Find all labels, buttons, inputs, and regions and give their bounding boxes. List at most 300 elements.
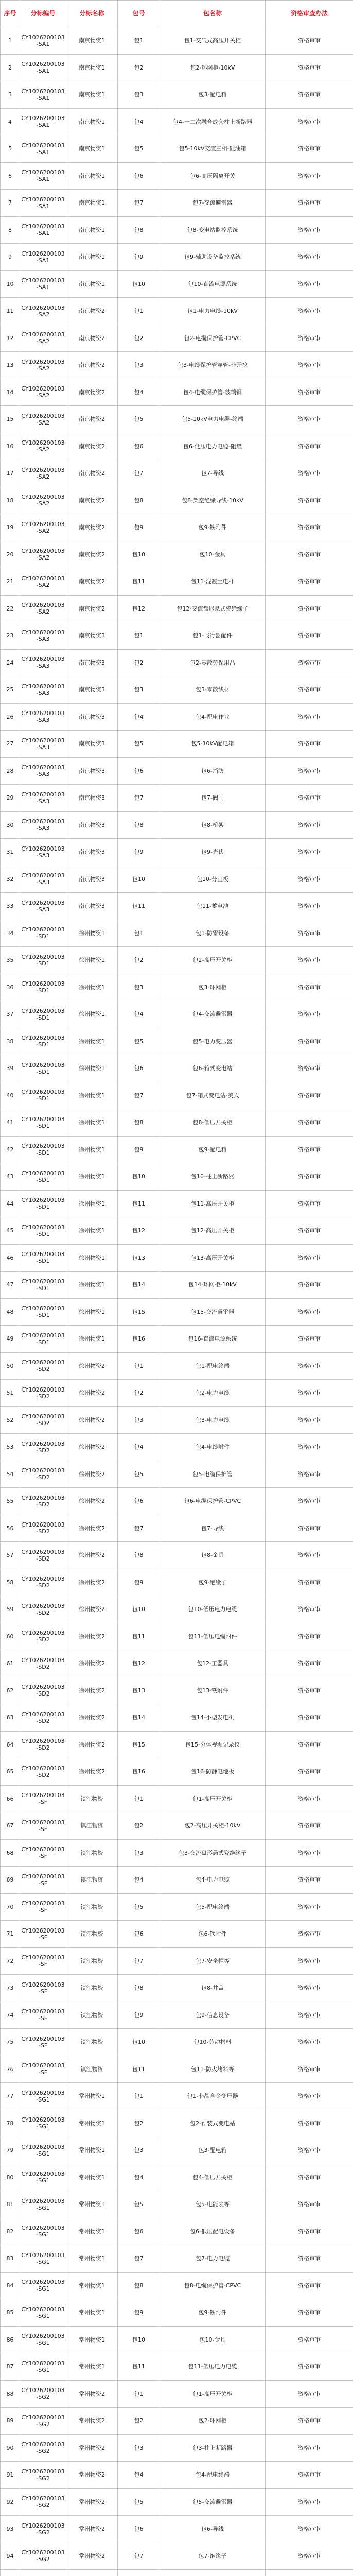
- cell-review-method: 资格审审: [266, 1488, 353, 1515]
- cell-review-method: 资格审审: [266, 190, 353, 217]
- cell-seq: 74: [1, 2002, 20, 2029]
- cell-code: CY1026200103-SG2: [20, 2434, 66, 2462]
- cell-lot-name: 包6-箱式变电站: [160, 1055, 266, 1082]
- table-row: [1, 1812, 353, 1840]
- cell-code: CY1026200103-SD2: [20, 1731, 66, 1758]
- table-row: [1, 1731, 353, 1758]
- table-row: [1, 406, 353, 433]
- cell-code: CY1026200103-SG1: [20, 2272, 66, 2299]
- cell-seq: 48: [1, 1298, 20, 1326]
- cell-seq: 43: [1, 1163, 20, 1191]
- cell-lot-name: 包6-铁附件: [160, 1921, 266, 1948]
- table-row: [1, 703, 353, 731]
- cell-package-name: 南京物资3: [66, 676, 118, 704]
- cell-lot-number: 包4: [118, 379, 160, 406]
- table-row: [1, 2191, 353, 2218]
- cell-review-method: 资格审审: [266, 893, 353, 920]
- cell-seq: 13: [1, 352, 20, 379]
- cell-review-method: 资格审审: [266, 947, 353, 974]
- cell-seq: 50: [1, 1352, 20, 1380]
- cell-lot-name: 包1-飞行器配件: [160, 622, 266, 650]
- cell-lot-name: 包9-铁附件: [160, 514, 266, 541]
- cell-code: CY1026200103-SF: [20, 1921, 66, 1948]
- cell-review-method: 资格审审: [266, 1650, 353, 1677]
- cell-review-method: 资格审审: [266, 1569, 353, 1596]
- table-row: [1, 2543, 353, 2570]
- cell-package-name: 徐州物资2: [66, 1406, 118, 1434]
- cell-code: CY1026200103-SA3: [20, 731, 66, 758]
- cell-seq: 40: [1, 1082, 20, 1109]
- cell-lot-number: 包11: [118, 893, 160, 920]
- cell-seq: 31: [1, 839, 20, 866]
- cell-seq: 18: [1, 487, 20, 514]
- table-row: [1, 514, 353, 541]
- cell-lot-number: 包9: [118, 514, 160, 541]
- table-row: [1, 1488, 353, 1515]
- cell-lot-name: 包6-消防: [160, 757, 266, 785]
- cell-package-name: 常州物资1: [66, 2164, 118, 2191]
- cell-package-name: 徐州物资2: [66, 1352, 118, 1380]
- table-row: [1, 1839, 353, 1867]
- cell-seq: 15: [1, 406, 20, 433]
- cell-code: CY1026200103-SA1: [20, 244, 66, 271]
- cell-lot-number: 包4: [118, 2462, 160, 2489]
- cell-review-method: 资格审审: [266, 2002, 353, 2029]
- cell-lot-number: 包9: [118, 1569, 160, 1596]
- table-row: [1, 2002, 353, 2029]
- cell-review-method: 资格审审: [266, 1867, 353, 1894]
- cell-review-method: 资格审审: [266, 1731, 353, 1758]
- cell-package-name: 徐州物资1: [66, 920, 118, 947]
- cell-lot-name: 包6-导线: [160, 2516, 266, 2543]
- cell-review-method: 资格审审: [266, 460, 353, 487]
- cell-review-method: 资格审审: [266, 2408, 353, 2435]
- cell-package-name: 南京物资1: [66, 27, 118, 55]
- cell-package-name: 常州物资1: [66, 2245, 118, 2273]
- cell-package-name: 徐州物资2: [66, 1434, 118, 1461]
- cell-lot-name: 包2-零散劳保用品: [160, 649, 266, 676]
- cell-lot-name: 包13-铁附件: [160, 1677, 266, 1704]
- cell-seq: 52: [1, 1406, 20, 1434]
- cell-lot-name: 包5-10kV配电箱: [160, 731, 266, 758]
- cell-review-method: 资格审审: [266, 2245, 353, 2273]
- cell-review-method: 资格审审: [266, 703, 353, 731]
- cell-package-name: 徐州物资1: [66, 947, 118, 974]
- cell-seq: 79: [1, 2137, 20, 2164]
- cell-lot-name: 包9-光伏: [160, 839, 266, 866]
- cell-lot-name: 包7-交流避雷器: [160, 190, 266, 217]
- cell-lot-name: 包9-辅助设备监控系统: [160, 244, 266, 271]
- cell-package-name: 常州物资1: [66, 2218, 118, 2245]
- cell-seq: 51: [1, 1380, 20, 1407]
- cell-review-method: 资格审审: [266, 839, 353, 866]
- cell-seq: 85: [1, 2299, 20, 2327]
- cell-package-name: 南京物资3: [66, 893, 118, 920]
- cell-package-name: 常州物资2: [66, 2380, 118, 2408]
- cell-lot-name: 包7-导线: [160, 460, 266, 487]
- cell-lot-number: 包11: [118, 1190, 160, 1217]
- cell-lot-name: 包10-直流电源系统: [160, 270, 266, 298]
- cell-review-method: 资格审审: [266, 1190, 353, 1217]
- cell-lot-name: 包6-低压配电设备: [160, 2218, 266, 2245]
- table-row: [1, 811, 353, 839]
- table-row: [1, 1650, 353, 1677]
- cell-lot-name: 包3-环网柜: [160, 974, 266, 1001]
- table-row: [1, 1785, 353, 1812]
- cell-review-method: 资格审审: [266, 2029, 353, 2056]
- cell-lot-number: 包3: [118, 2137, 160, 2164]
- cell-review-method: 资格审审: [266, 1326, 353, 1353]
- cell-package-name: 徐州物资1: [66, 1082, 118, 1109]
- cell-lot-number: 包6: [118, 162, 160, 190]
- cell-package-name: 徐州物资2: [66, 1515, 118, 1542]
- cell-code: CY1026200103-SF: [20, 2056, 66, 2083]
- cell-code: CY1026200103-SD2: [20, 1352, 66, 1380]
- table-row: [1, 1272, 353, 1299]
- cell-review-method: 资格审审: [266, 974, 353, 1001]
- cell-seq: 4: [1, 108, 20, 135]
- cell-code: CY1026200103-SA1: [20, 135, 66, 163]
- cell-lot-number: 包8: [118, 1975, 160, 2002]
- table-row: [1, 135, 353, 163]
- table-row: [1, 433, 353, 460]
- cell-code: CY1026200103-SD2: [20, 1758, 66, 1786]
- table-row: [1, 1623, 353, 1650]
- cell-seq: 47: [1, 1272, 20, 1299]
- cell-lot-name: 包3-交流盘形悬式瓷绝缘子: [160, 1839, 266, 1867]
- cell-seq: 81: [1, 2191, 20, 2218]
- table-row: [1, 676, 353, 704]
- cell-review-method: 资格审审: [266, 433, 353, 460]
- cell-lot-number: 包2: [118, 325, 160, 352]
- cell-seq: 69: [1, 1867, 20, 1894]
- cell-code: CY1026200103-SA3: [20, 676, 66, 704]
- cell-code: CY1026200103-SA1: [20, 27, 66, 55]
- cell-review-method: 资格审审: [266, 1596, 353, 1623]
- cell-seq: 45: [1, 1217, 20, 1245]
- table-row: [1, 1867, 353, 1894]
- cell-review-method: 资格审审: [266, 1298, 353, 1326]
- cell-seq: 26: [1, 703, 20, 731]
- table-row: [1, 2218, 353, 2245]
- cell-review-method: 资格审审: [266, 81, 353, 109]
- cell-lot-number: 包5: [118, 135, 160, 163]
- cell-review-method: 资格审审: [266, 352, 353, 379]
- cell-seq: 33: [1, 893, 20, 920]
- cell-seq: 6: [1, 162, 20, 190]
- cell-seq: 61: [1, 1650, 20, 1677]
- cell-seq: 90: [1, 2434, 20, 2462]
- header-review-method: 资格审查办法: [266, 1, 353, 27]
- table-row: [1, 947, 353, 974]
- cell-lot-number: 包3: [118, 1839, 160, 1867]
- cell-lot-number: 包6: [118, 2516, 160, 2543]
- cell-review-method: 资格审审: [266, 2434, 353, 2462]
- table-row: [1, 866, 353, 893]
- cell-package-name: 南京物资3: [66, 811, 118, 839]
- cell-lot-number: 包7: [118, 190, 160, 217]
- cell-package-name: 常州物资2: [66, 2488, 118, 2516]
- cell-lot-number: 包16: [118, 1758, 160, 1786]
- cell-lot-name: 包6-低压电力电缆-阻燃: [160, 433, 266, 460]
- cell-lot-name: [160, 2570, 266, 2576]
- cell-seq: 9: [1, 244, 20, 271]
- cell-code: CY1026200103-SF: [20, 2002, 66, 2029]
- cell-code: CY1026200103-SA2: [20, 325, 66, 352]
- cell-package-name: 南京物资3: [66, 731, 118, 758]
- cell-lot-name: 包4-交流避雷器: [160, 1001, 266, 1028]
- cell-lot-number: 包4: [118, 1867, 160, 1894]
- cell-seq: 1: [1, 27, 20, 55]
- cell-seq: 24: [1, 649, 20, 676]
- cell-code: CY1026200103-SA2: [20, 487, 66, 514]
- cell-seq: 63: [1, 1704, 20, 1732]
- cell-review-method: 资格审审: [266, 1001, 353, 1028]
- cell-seq: 53: [1, 1434, 20, 1461]
- cell-lot-name: 包4-配电作业: [160, 703, 266, 731]
- cell-code: CY1026200103-SF: [20, 1785, 66, 1812]
- cell-lot-name: 包5-电力变压器: [160, 1028, 266, 1055]
- cell-seq: 91: [1, 2462, 20, 2489]
- cell-review-method: 资格审审: [266, 1136, 353, 1163]
- cell-package-name: 徐州物资1: [66, 1244, 118, 1272]
- cell-code: CY1026200103-SD1: [20, 1082, 66, 1109]
- cell-review-method: 资格审审: [266, 731, 353, 758]
- table-row: [1, 2272, 353, 2299]
- cell-code: CY1026200103-SA2: [20, 568, 66, 596]
- cell-package-name: 镇江物资: [66, 1893, 118, 1921]
- cell-lot-name: 包4-电缆附件: [160, 1434, 266, 1461]
- cell-code: CY1026200103-SD1: [20, 1001, 66, 1028]
- header-row: [1, 1, 353, 27]
- cell-code: CY1026200103-SD2: [20, 1650, 66, 1677]
- cell-package-name: 徐州物资2: [66, 1677, 118, 1704]
- cell-code: CY1026200103-SF: [20, 1947, 66, 1975]
- cell-lot-name: 包11-低压电力电缆: [160, 2353, 266, 2381]
- table-row: [1, 1921, 353, 1948]
- table-row: [1, 2083, 353, 2110]
- cell-lot-name: 包8-电缆保护管-CPVC: [160, 2272, 266, 2299]
- cell-lot-number: 包7: [118, 2245, 160, 2273]
- cell-seq: 5: [1, 135, 20, 163]
- cell-code: CY1026200103-SA1: [20, 162, 66, 190]
- cell-lot-number: 包7: [118, 1082, 160, 1109]
- cell-package-name: 徐州物资2: [66, 1623, 118, 1650]
- cell-seq: 22: [1, 595, 20, 622]
- cell-code: CY1026200103-SA1: [20, 216, 66, 244]
- cell-package-name: 徐州物资1: [66, 1217, 118, 1245]
- table-row: [1, 81, 353, 109]
- cell-seq: 58: [1, 1569, 20, 1596]
- cell-lot-name: 包8-变电站监控系统: [160, 216, 266, 244]
- cell-review-method: 资格审审: [266, 866, 353, 893]
- table-row: [1, 1163, 353, 1191]
- cell-package-name: 镇江物资: [66, 1839, 118, 1867]
- header-package-name: 分标名称: [66, 1, 118, 27]
- cell-review-method: 资格审审: [266, 2462, 353, 2489]
- cell-package-name: 镇江物资: [66, 1785, 118, 1812]
- cell-package-name: 徐州物资1: [66, 1055, 118, 1082]
- cell-seq: 7: [1, 190, 20, 217]
- table-row: [1, 1515, 353, 1542]
- cell-lot-number: 包6: [118, 1488, 160, 1515]
- cell-lot-name: 包3-柱上断路器: [160, 2434, 266, 2462]
- header-seq: 序号: [1, 1, 20, 27]
- cell-package-name: 常州物资1: [66, 2353, 118, 2381]
- cell-package-name: 镇江物资: [66, 1921, 118, 1948]
- cell-review-method: 资格审审: [266, 1272, 353, 1299]
- cell-lot-number: 包11: [118, 2056, 160, 2083]
- cell-review-method: 资格审审: [266, 2110, 353, 2137]
- cell-lot-name: 包1-交气式高压开关柜: [160, 27, 266, 55]
- cell-package-name: 南京物资1: [66, 162, 118, 190]
- cell-code: CY1026200103-SD1: [20, 947, 66, 974]
- header-lot-number: 包号: [118, 1, 160, 27]
- cell-lot-number: 包3: [118, 1406, 160, 1434]
- cell-seq: 57: [1, 1542, 20, 1569]
- table-row: [1, 2137, 353, 2164]
- table-row: [1, 1190, 353, 1217]
- cell-review-method: 资格审审: [266, 1758, 353, 1786]
- cell-lot-name: 包1-配电终端: [160, 1352, 266, 1380]
- cell-lot-name: 包6-高压隔离开关: [160, 162, 266, 190]
- cell-lot-name: 包2-预装式变电站: [160, 2110, 266, 2137]
- cell-lot-number: 包11: [118, 2353, 160, 2381]
- cell-review-method: 资格审审: [266, 2543, 353, 2570]
- cell-lot-number: 包8: [118, 811, 160, 839]
- cell-seq: 78: [1, 2110, 20, 2137]
- table-row: [1, 757, 353, 785]
- cell-seq: 27: [1, 731, 20, 758]
- table-row: [1, 1028, 353, 1055]
- table-row: [1, 2110, 353, 2137]
- cell-lot-name: 包8-架空绝缘导线-10kV: [160, 487, 266, 514]
- cell-lot-name: 包5-电缆保护管: [160, 1461, 266, 1488]
- cell-package-name: 南京物资2: [66, 298, 118, 325]
- table-row: [1, 622, 353, 650]
- cell-review-method: 资格审审: [266, 2353, 353, 2381]
- cell-package-name: 南京物资3: [66, 649, 118, 676]
- cell-code: CY1026200103-SA3: [20, 757, 66, 785]
- cell-package-name: 徐州物资2: [66, 1542, 118, 1569]
- cell-package-name: 南京物资3: [66, 757, 118, 785]
- cell-package-name: 南京物资3: [66, 866, 118, 893]
- cell-code: CY1026200103-SA1: [20, 270, 66, 298]
- cell-lot-number: 包8: [118, 216, 160, 244]
- cell-lot-number: 包14: [118, 1272, 160, 1299]
- cell-code: CY1026200103-SA1: [20, 54, 66, 81]
- cell-lot-number: 包6: [118, 2218, 160, 2245]
- table-row: [1, 1406, 353, 1434]
- cell-lot-number: 包10: [118, 541, 160, 568]
- cell-lot-number: 包1: [118, 1352, 160, 1380]
- cell-code: CY1026200103-SG2: [20, 2543, 66, 2570]
- cell-review-method: 资格审审: [266, 1461, 353, 1488]
- cell-seq: 28: [1, 757, 20, 785]
- cell-lot-number: 包1: [118, 1785, 160, 1812]
- cell-code: CY1026200103-SF: [20, 1975, 66, 2002]
- cell-code: CY1026200103-SA3: [20, 622, 66, 650]
- table-row: [1, 920, 353, 947]
- cell-lot-number: 包10: [118, 2326, 160, 2353]
- cell-review-method: 资格审审: [266, 1352, 353, 1380]
- cell-lot-number: 包8: [118, 1109, 160, 1137]
- cell-review-method: 资格审审: [266, 1082, 353, 1109]
- cell-seq: 88: [1, 2380, 20, 2408]
- cell-lot-name: 包11-低压电缆附件: [160, 1623, 266, 1650]
- cell-lot-number: 包4: [118, 1001, 160, 1028]
- cell-lot-name: 包10-金具: [160, 2326, 266, 2353]
- table-row: [1, 1055, 353, 1082]
- cell-code: CY1026200103-SF: [20, 2029, 66, 2056]
- cell-lot-number: 包11: [118, 1623, 160, 1650]
- cell-review-method: 资格审审: [266, 2488, 353, 2516]
- cell-review-method: 资格审审: [266, 270, 353, 298]
- cell-code: CY1026200103-SA2: [20, 541, 66, 568]
- cell-lot-name: 包3-配电箱: [160, 2137, 266, 2164]
- cell-package-name: 南京物资2: [66, 460, 118, 487]
- cell-seq: 11: [1, 298, 20, 325]
- cell-seq: 19: [1, 514, 20, 541]
- cell-seq: 87: [1, 2353, 20, 2381]
- table-row: [1, 379, 353, 406]
- cell-lot-number: 包7: [118, 1947, 160, 1975]
- cell-lot-name: 包2-高压开关柜-10kV: [160, 1812, 266, 1840]
- table-row: [1, 325, 353, 352]
- cell-seq: 65: [1, 1758, 20, 1786]
- cell-package-name: 镇江物资: [66, 1947, 118, 1975]
- cell-review-method: 资格审审: [266, 595, 353, 622]
- cell-lot-name: 包15-分体视频记录仪: [160, 1731, 266, 1758]
- cell-lot-name: 包8-低压开关柜: [160, 1109, 266, 1137]
- cell-lot-number: 包10: [118, 270, 160, 298]
- cell-review-method: 资格审审: [266, 785, 353, 812]
- cell-package-name: 镇江物资: [66, 1812, 118, 1840]
- cell-review-method: 资格审审: [266, 1812, 353, 1840]
- cell-lot-number: 包3: [118, 2434, 160, 2462]
- cell-review-method: 资格审审: [266, 2083, 353, 2110]
- cell-code: CY1026200103-SG1: [20, 2164, 66, 2191]
- cell-review-method: [266, 2570, 353, 2576]
- cell-lot-name: 包1-防雷设备: [160, 920, 266, 947]
- cell-code: CY1026200103-SD1: [20, 1217, 66, 1245]
- cell-seq: 34: [1, 920, 20, 947]
- cell-review-method: 资格审审: [266, 920, 353, 947]
- cell-package-name: 徐州物资1: [66, 1272, 118, 1299]
- cell-code: [20, 2570, 66, 2576]
- cell-lot-name: 包9-配电箱: [160, 1136, 266, 1163]
- cell-package-name: 常州物资2: [66, 2543, 118, 2570]
- cell-package-name: 镇江物资: [66, 2029, 118, 2056]
- cell-review-method: 资格审审: [266, 108, 353, 135]
- cell-seq: 20: [1, 541, 20, 568]
- cell-package-name: 南京物资1: [66, 270, 118, 298]
- cell-review-method: 资格审审: [266, 514, 353, 541]
- cell-package-name: 南京物资3: [66, 622, 118, 650]
- table-row: [1, 27, 353, 55]
- cell-lot-number: 包10: [118, 1596, 160, 1623]
- cell-review-method: 资格审审: [266, 1406, 353, 1434]
- cell-review-method: 资格审审: [266, 1839, 353, 1867]
- cell-seq: 25: [1, 676, 20, 704]
- cell-package-name: 镇江物资: [66, 2056, 118, 2083]
- cell-review-method: 资格审审: [266, 1380, 353, 1407]
- cell-package-name: 常州物资2: [66, 2434, 118, 2462]
- cell-review-method: 资格审审: [266, 27, 353, 55]
- cell-review-method: 资格审审: [266, 1677, 353, 1704]
- cell-package-name: 徐州物资2: [66, 1569, 118, 1596]
- cell-package-name: 徐州物资2: [66, 1704, 118, 1732]
